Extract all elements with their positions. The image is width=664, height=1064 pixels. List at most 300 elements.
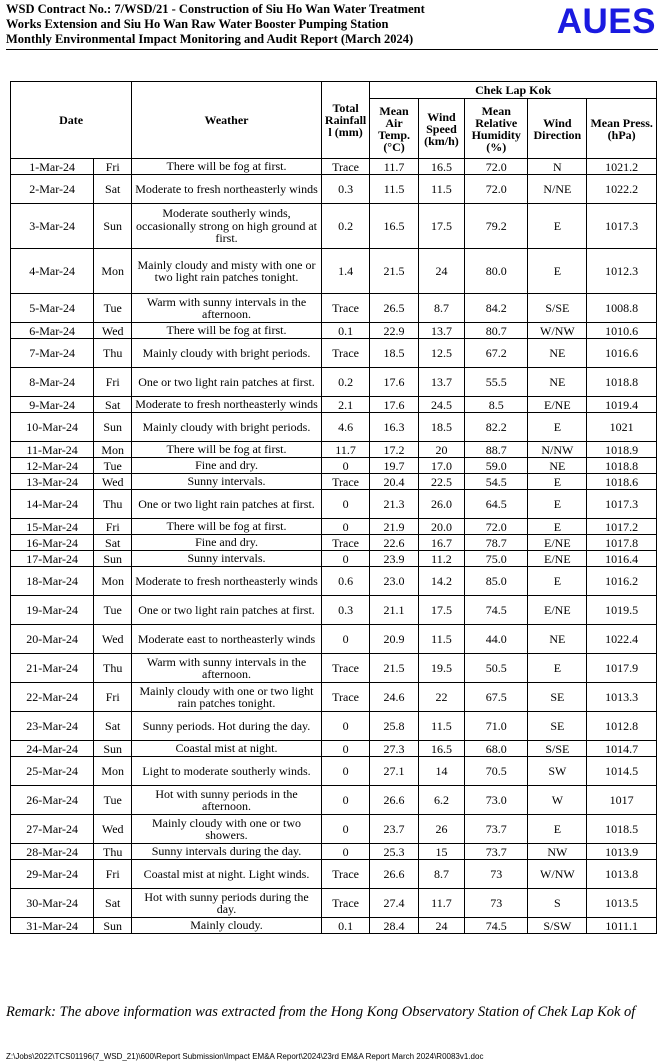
table-row: [11, 204, 657, 249]
day-cell: Mon: [94, 249, 132, 294]
day-cell: Thu: [94, 490, 132, 519]
weather-cell: Light to moderate southerly winds.: [132, 757, 322, 786]
table-row: [11, 786, 657, 815]
day-cell: Sat: [94, 397, 132, 413]
date-cell: 22-Mar-24: [11, 683, 94, 712]
temp-cell: 21.3: [370, 490, 418, 519]
wind-speed-cell: 22.5: [418, 474, 464, 490]
table-row: [11, 860, 657, 889]
weather-cell: Mainly cloudy with bright periods.: [132, 413, 322, 442]
day-cell: Sat: [94, 175, 132, 204]
temp-cell: 23.7: [370, 815, 418, 844]
report-header: [6, 2, 526, 47]
date-cell: 19-Mar-24: [11, 596, 94, 625]
day-cell: Fri: [94, 860, 132, 889]
humidity-cell: 85.0: [465, 567, 528, 596]
col-humidity: Mean Relative Humidity (%): [465, 99, 528, 159]
humidity-cell: 72.0: [465, 519, 528, 535]
temp-cell: 25.8: [370, 712, 418, 741]
date-cell: 12-Mar-24: [11, 458, 94, 474]
humidity-cell: 55.5: [465, 368, 528, 397]
day-cell: Fri: [94, 683, 132, 712]
weather-cell: Hot with sunny periods during the day.: [132, 889, 322, 918]
day-cell: Wed: [94, 323, 132, 339]
wind-speed-cell: 17.5: [418, 204, 464, 249]
weather-cell: Sunny periods. Hot during the day.: [132, 712, 322, 741]
weather-cell: Warm with sunny intervals in the afternoon.: [132, 654, 322, 683]
humidity-cell: 88.7: [465, 442, 528, 458]
wind-direction-cell: E/NE: [528, 596, 587, 625]
pressure-cell: 1014.7: [587, 741, 657, 757]
wind-direction-cell: S: [528, 889, 587, 918]
day-cell: Fri: [94, 368, 132, 397]
table-row: [11, 815, 657, 844]
pressure-cell: 1017.2: [587, 519, 657, 535]
wind-direction-cell: S/SE: [528, 741, 587, 757]
table-row: [11, 294, 657, 323]
date-cell: 11-Mar-24: [11, 442, 94, 458]
pressure-cell: 1021: [587, 413, 657, 442]
pressure-cell: 1018.5: [587, 815, 657, 844]
pressure-cell: 1021.2: [587, 159, 657, 175]
rainfall-cell: 0.2: [321, 368, 369, 397]
date-cell: 7-Mar-24: [11, 339, 94, 368]
table-row: [11, 596, 657, 625]
wind-speed-cell: 24.5: [418, 397, 464, 413]
weather-cell: One or two light rain patches at first.: [132, 368, 322, 397]
temp-cell: 28.4: [370, 918, 418, 934]
wind-speed-cell: 11.5: [418, 175, 464, 204]
temp-cell: 22.6: [370, 535, 418, 551]
date-cell: 17-Mar-24: [11, 551, 94, 567]
wind-speed-cell: 8.7: [418, 294, 464, 323]
rainfall-cell: 2.1: [321, 397, 369, 413]
table-row: [11, 249, 657, 294]
temp-cell: 17.6: [370, 368, 418, 397]
wind-speed-cell: 8.7: [418, 860, 464, 889]
date-cell: 10-Mar-24: [11, 413, 94, 442]
humidity-cell: 8.5: [465, 397, 528, 413]
date-cell: 2-Mar-24: [11, 175, 94, 204]
col-pressure: Mean Press. (hPa): [587, 99, 657, 159]
rainfall-cell: 11.7: [321, 442, 369, 458]
humidity-cell: 68.0: [465, 741, 528, 757]
weather-cell: Moderate to fresh northeasterly winds: [132, 567, 322, 596]
temp-cell: 20.4: [370, 474, 418, 490]
table-row: [11, 844, 657, 860]
rainfall-cell: 0.3: [321, 596, 369, 625]
wind-direction-cell: NE: [528, 625, 587, 654]
pressure-cell: 1018.8: [587, 458, 657, 474]
wind-direction-cell: E: [528, 490, 587, 519]
date-cell: 14-Mar-24: [11, 490, 94, 519]
day-cell: Thu: [94, 844, 132, 860]
day-cell: Sun: [94, 741, 132, 757]
wind-direction-cell: E: [528, 249, 587, 294]
humidity-cell: 82.2: [465, 413, 528, 442]
table-row: [11, 683, 657, 712]
pressure-cell: 1018.8: [587, 368, 657, 397]
table-row: [11, 519, 657, 535]
humidity-cell: 80.7: [465, 323, 528, 339]
humidity-cell: 79.2: [465, 204, 528, 249]
weather-cell: Mainly cloudy.: [132, 918, 322, 934]
pressure-cell: 1017.3: [587, 204, 657, 249]
col-temp: Mean Air Temp. (°C): [370, 99, 418, 159]
pressure-cell: 1010.6: [587, 323, 657, 339]
table-row: [11, 712, 657, 741]
table-row: [11, 741, 657, 757]
day-cell: Sat: [94, 535, 132, 551]
rainfall-cell: Trace: [321, 159, 369, 175]
wind-direction-cell: NE: [528, 458, 587, 474]
humidity-cell: 50.5: [465, 654, 528, 683]
humidity-cell: 71.0: [465, 712, 528, 741]
weather-cell: One or two light rain patches at first.: [132, 490, 322, 519]
wind-speed-cell: 13.7: [418, 323, 464, 339]
weather-cell: Fine and dry.: [132, 458, 322, 474]
weather-cell: One or two light rain patches at first.: [132, 596, 322, 625]
day-cell: Sun: [94, 918, 132, 934]
pressure-cell: 1018.6: [587, 474, 657, 490]
temp-cell: 26.5: [370, 294, 418, 323]
rainfall-cell: Trace: [321, 860, 369, 889]
rainfall-cell: 0: [321, 815, 369, 844]
table-row: [11, 535, 657, 551]
rainfall-cell: 0: [321, 625, 369, 654]
weather-cell: Sunny intervals during the day.: [132, 844, 322, 860]
wind-speed-cell: 11.2: [418, 551, 464, 567]
wind-speed-cell: 11.7: [418, 889, 464, 918]
humidity-cell: 44.0: [465, 625, 528, 654]
wind-direction-cell: NW: [528, 844, 587, 860]
wind-speed-cell: 15: [418, 844, 464, 860]
table-row: [11, 654, 657, 683]
weather-table-body: [11, 159, 657, 934]
humidity-cell: 73.7: [465, 844, 528, 860]
table-row: [11, 490, 657, 519]
weather-cell: Mainly cloudy with bright periods.: [132, 339, 322, 368]
weather-cell: Warm with sunny intervals in the afternoon.: [132, 294, 322, 323]
humidity-cell: 72.0: [465, 175, 528, 204]
wind-speed-cell: 24: [418, 918, 464, 934]
wind-speed-cell: 17.0: [418, 458, 464, 474]
rainfall-cell: 0: [321, 741, 369, 757]
pressure-cell: 1017.9: [587, 654, 657, 683]
rainfall-cell: 0.6: [321, 567, 369, 596]
date-cell: 31-Mar-24: [11, 918, 94, 934]
wind-speed-cell: 6.2: [418, 786, 464, 815]
day-cell: Mon: [94, 757, 132, 786]
wind-speed-cell: 19.5: [418, 654, 464, 683]
wind-direction-cell: E: [528, 654, 587, 683]
weather-cell: There will be fog at first.: [132, 323, 322, 339]
humidity-cell: 78.7: [465, 535, 528, 551]
weather-cell: Fine and dry.: [132, 535, 322, 551]
table-row: [11, 442, 657, 458]
rainfall-cell: Trace: [321, 654, 369, 683]
pressure-cell: 1013.5: [587, 889, 657, 918]
temp-cell: 18.5: [370, 339, 418, 368]
humidity-cell: 72.0: [465, 159, 528, 175]
table-row: [11, 567, 657, 596]
weather-cell: Moderate to fresh northeasterly winds: [132, 175, 322, 204]
day-cell: Fri: [94, 159, 132, 175]
pressure-cell: 1012.8: [587, 712, 657, 741]
date-cell: 5-Mar-24: [11, 294, 94, 323]
table-row: [11, 413, 657, 442]
humidity-cell: 75.0: [465, 551, 528, 567]
date-cell: 18-Mar-24: [11, 567, 94, 596]
day-cell: Wed: [94, 625, 132, 654]
humidity-cell: 73.0: [465, 786, 528, 815]
temp-cell: 17.2: [370, 442, 418, 458]
temp-cell: 21.5: [370, 249, 418, 294]
wind-speed-cell: 13.7: [418, 368, 464, 397]
pressure-cell: 1008.8: [587, 294, 657, 323]
day-cell: Tue: [94, 596, 132, 625]
humidity-cell: 67.5: [465, 683, 528, 712]
wind-direction-cell: S/SE: [528, 294, 587, 323]
day-cell: Sun: [94, 204, 132, 249]
pressure-cell: 1014.5: [587, 757, 657, 786]
wind-speed-cell: 14: [418, 757, 464, 786]
humidity-cell: 70.5: [465, 757, 528, 786]
wind-direction-cell: E: [528, 567, 587, 596]
wind-direction-cell: NE: [528, 339, 587, 368]
date-cell: 6-Mar-24: [11, 323, 94, 339]
date-cell: 25-Mar-24: [11, 757, 94, 786]
rainfall-cell: Trace: [321, 339, 369, 368]
pressure-cell: 1016.2: [587, 567, 657, 596]
temp-cell: 20.9: [370, 625, 418, 654]
header-line-1: WSD Contract No.: 7/WSD/21 - Construction of Siu Ho Wan Water Treatment: [6, 2, 425, 16]
weather-cell: Coastal mist at night.: [132, 741, 322, 757]
wind-direction-cell: S/SW: [528, 918, 587, 934]
humidity-cell: 59.0: [465, 458, 528, 474]
wind-direction-cell: E: [528, 474, 587, 490]
header-line-3: Monthly Environmental Impact Monitoring and Audit Report (March 2024): [6, 32, 414, 46]
humidity-cell: 67.2: [465, 339, 528, 368]
wind-speed-cell: 11.5: [418, 625, 464, 654]
aues-logo: AUES: [556, 2, 656, 41]
table-row: [11, 551, 657, 567]
pressure-cell: 1017.3: [587, 490, 657, 519]
col-date: Date: [11, 82, 132, 159]
wind-speed-cell: 16.7: [418, 535, 464, 551]
wind-direction-cell: SW: [528, 757, 587, 786]
pressure-cell: 1013.3: [587, 683, 657, 712]
pressure-cell: 1022.4: [587, 625, 657, 654]
rainfall-cell: 0: [321, 757, 369, 786]
humidity-cell: 73: [465, 889, 528, 918]
weather-cell: There will be fog at first.: [132, 442, 322, 458]
temp-cell: 11.7: [370, 159, 418, 175]
humidity-cell: 64.5: [465, 490, 528, 519]
day-cell: Wed: [94, 815, 132, 844]
pressure-cell: 1013.8: [587, 860, 657, 889]
weather-cell: Sunny intervals.: [132, 474, 322, 490]
rainfall-cell: 0: [321, 786, 369, 815]
humidity-cell: 74.5: [465, 596, 528, 625]
col-rainfall: Total Rainfall l (mm): [321, 82, 369, 159]
pressure-cell: 1019.4: [587, 397, 657, 413]
temp-cell: 27.4: [370, 889, 418, 918]
rainfall-cell: 0: [321, 458, 369, 474]
wind-direction-cell: E: [528, 815, 587, 844]
wind-speed-cell: 11.5: [418, 712, 464, 741]
wind-direction-cell: W/NW: [528, 860, 587, 889]
day-cell: Mon: [94, 442, 132, 458]
humidity-cell: 74.5: [465, 918, 528, 934]
temp-cell: 27.1: [370, 757, 418, 786]
wind-direction-cell: W/NW: [528, 323, 587, 339]
table-row: [11, 339, 657, 368]
weather-cell: Sunny intervals.: [132, 551, 322, 567]
weather-cell: Coastal mist at night. Light winds.: [132, 860, 322, 889]
wind-direction-cell: E/NE: [528, 397, 587, 413]
date-cell: 21-Mar-24: [11, 654, 94, 683]
date-cell: 23-Mar-24: [11, 712, 94, 741]
weather-cell: Moderate southerly winds, occasionally strong on high ground at first.: [132, 204, 322, 249]
table-row: [11, 323, 657, 339]
wind-direction-cell: E: [528, 413, 587, 442]
date-cell: 13-Mar-24: [11, 474, 94, 490]
wind-direction-cell: E: [528, 204, 587, 249]
humidity-cell: 73: [465, 860, 528, 889]
weather-cell: Moderate to fresh northeasterly winds: [132, 397, 322, 413]
wind-direction-cell: E/NE: [528, 535, 587, 551]
weather-cell: There will be fog at first.: [132, 159, 322, 175]
day-cell: Thu: [94, 654, 132, 683]
temp-cell: 26.6: [370, 860, 418, 889]
table-row: [11, 625, 657, 654]
weather-cell: Mainly cloudy with one or two showers.: [132, 815, 322, 844]
day-cell: Fri: [94, 519, 132, 535]
wind-speed-cell: 17.5: [418, 596, 464, 625]
file-path-footer: Z:\Jobs\2022\TCS01196(7_WSD_21)\600\Report Submission\Impact EM&A Report\2024\23rd EM&A Report March 2024\R0083v1.doc: [6, 1052, 484, 1061]
humidity-cell: 84.2: [465, 294, 528, 323]
wind-direction-cell: SE: [528, 712, 587, 741]
station-name: Chek Lap Kok: [370, 82, 657, 99]
wind-direction-cell: NE: [528, 368, 587, 397]
date-cell: 27-Mar-24: [11, 815, 94, 844]
day-cell: Sat: [94, 712, 132, 741]
wind-speed-cell: 18.5: [418, 413, 464, 442]
rainfall-cell: 1.4: [321, 249, 369, 294]
temp-cell: 16.3: [370, 413, 418, 442]
pressure-cell: 1011.1: [587, 918, 657, 934]
header-line-2: Works Extension and Siu Ho Wan Raw Water Booster Pumping Station: [6, 17, 389, 31]
day-cell: Wed: [94, 474, 132, 490]
pressure-cell: 1018.9: [587, 442, 657, 458]
wind-speed-cell: 26: [418, 815, 464, 844]
pressure-cell: 1012.3: [587, 249, 657, 294]
temp-cell: 23.9: [370, 551, 418, 567]
date-cell: 20-Mar-24: [11, 625, 94, 654]
day-cell: Thu: [94, 339, 132, 368]
pressure-cell: 1017.8: [587, 535, 657, 551]
weather-cell: Moderate east to northeasterly winds: [132, 625, 322, 654]
pressure-cell: 1016.4: [587, 551, 657, 567]
wind-speed-cell: 16.5: [418, 741, 464, 757]
rainfall-cell: 0.1: [321, 323, 369, 339]
temp-cell: 23.0: [370, 567, 418, 596]
date-cell: 1-Mar-24: [11, 159, 94, 175]
col-wind-speed: Wind Speed (km/h): [418, 99, 464, 159]
date-cell: 28-Mar-24: [11, 844, 94, 860]
temp-cell: 25.3: [370, 844, 418, 860]
wind-direction-cell: SE: [528, 683, 587, 712]
pressure-cell: 1016.6: [587, 339, 657, 368]
date-cell: 26-Mar-24: [11, 786, 94, 815]
day-cell: Tue: [94, 786, 132, 815]
date-cell: 8-Mar-24: [11, 368, 94, 397]
rainfall-cell: Trace: [321, 535, 369, 551]
rainfall-cell: Trace: [321, 474, 369, 490]
wind-direction-cell: W: [528, 786, 587, 815]
humidity-cell: 54.5: [465, 474, 528, 490]
wind-direction-cell: N: [528, 159, 587, 175]
temp-cell: 17.6: [370, 397, 418, 413]
table-row: [11, 159, 657, 175]
day-cell: Sat: [94, 889, 132, 918]
pressure-cell: 1022.2: [587, 175, 657, 204]
weather-cell: Mainly cloudy and misty with one or two light rain patches tonight.: [132, 249, 322, 294]
temp-cell: 24.6: [370, 683, 418, 712]
table-row: [11, 458, 657, 474]
wind-speed-cell: 22: [418, 683, 464, 712]
date-cell: 4-Mar-24: [11, 249, 94, 294]
day-cell: Sun: [94, 551, 132, 567]
temp-cell: 19.7: [370, 458, 418, 474]
table-row: [11, 175, 657, 204]
day-cell: Mon: [94, 567, 132, 596]
rainfall-cell: 0.3: [321, 175, 369, 204]
humidity-cell: 73.7: [465, 815, 528, 844]
wind-direction-cell: E/NE: [528, 551, 587, 567]
day-cell: Tue: [94, 294, 132, 323]
wind-speed-cell: 20.0: [418, 519, 464, 535]
rainfall-cell: 0: [321, 519, 369, 535]
table-row: [11, 474, 657, 490]
wind-speed-cell: 24: [418, 249, 464, 294]
col-weather: Weather: [132, 82, 322, 159]
table-row: [11, 368, 657, 397]
wind-direction-cell: E: [528, 519, 587, 535]
pressure-cell: 1017: [587, 786, 657, 815]
date-cell: 9-Mar-24: [11, 397, 94, 413]
pressure-cell: 1019.5: [587, 596, 657, 625]
date-cell: 30-Mar-24: [11, 889, 94, 918]
rainfall-cell: 0: [321, 551, 369, 567]
day-cell: Sun: [94, 413, 132, 442]
date-cell: 3-Mar-24: [11, 204, 94, 249]
wind-direction-cell: N/NE: [528, 175, 587, 204]
temp-cell: 21.1: [370, 596, 418, 625]
temp-cell: 26.6: [370, 786, 418, 815]
wind-speed-cell: 12.5: [418, 339, 464, 368]
temp-cell: 11.5: [370, 175, 418, 204]
temp-cell: 27.3: [370, 741, 418, 757]
date-cell: 24-Mar-24: [11, 741, 94, 757]
wind-speed-cell: 26.0: [418, 490, 464, 519]
temp-cell: 21.5: [370, 654, 418, 683]
weather-cell: Hot with sunny periods in the afternoon.: [132, 786, 322, 815]
rainfall-cell: 0: [321, 490, 369, 519]
table-row: [11, 397, 657, 413]
wind-speed-cell: 16.5: [418, 159, 464, 175]
